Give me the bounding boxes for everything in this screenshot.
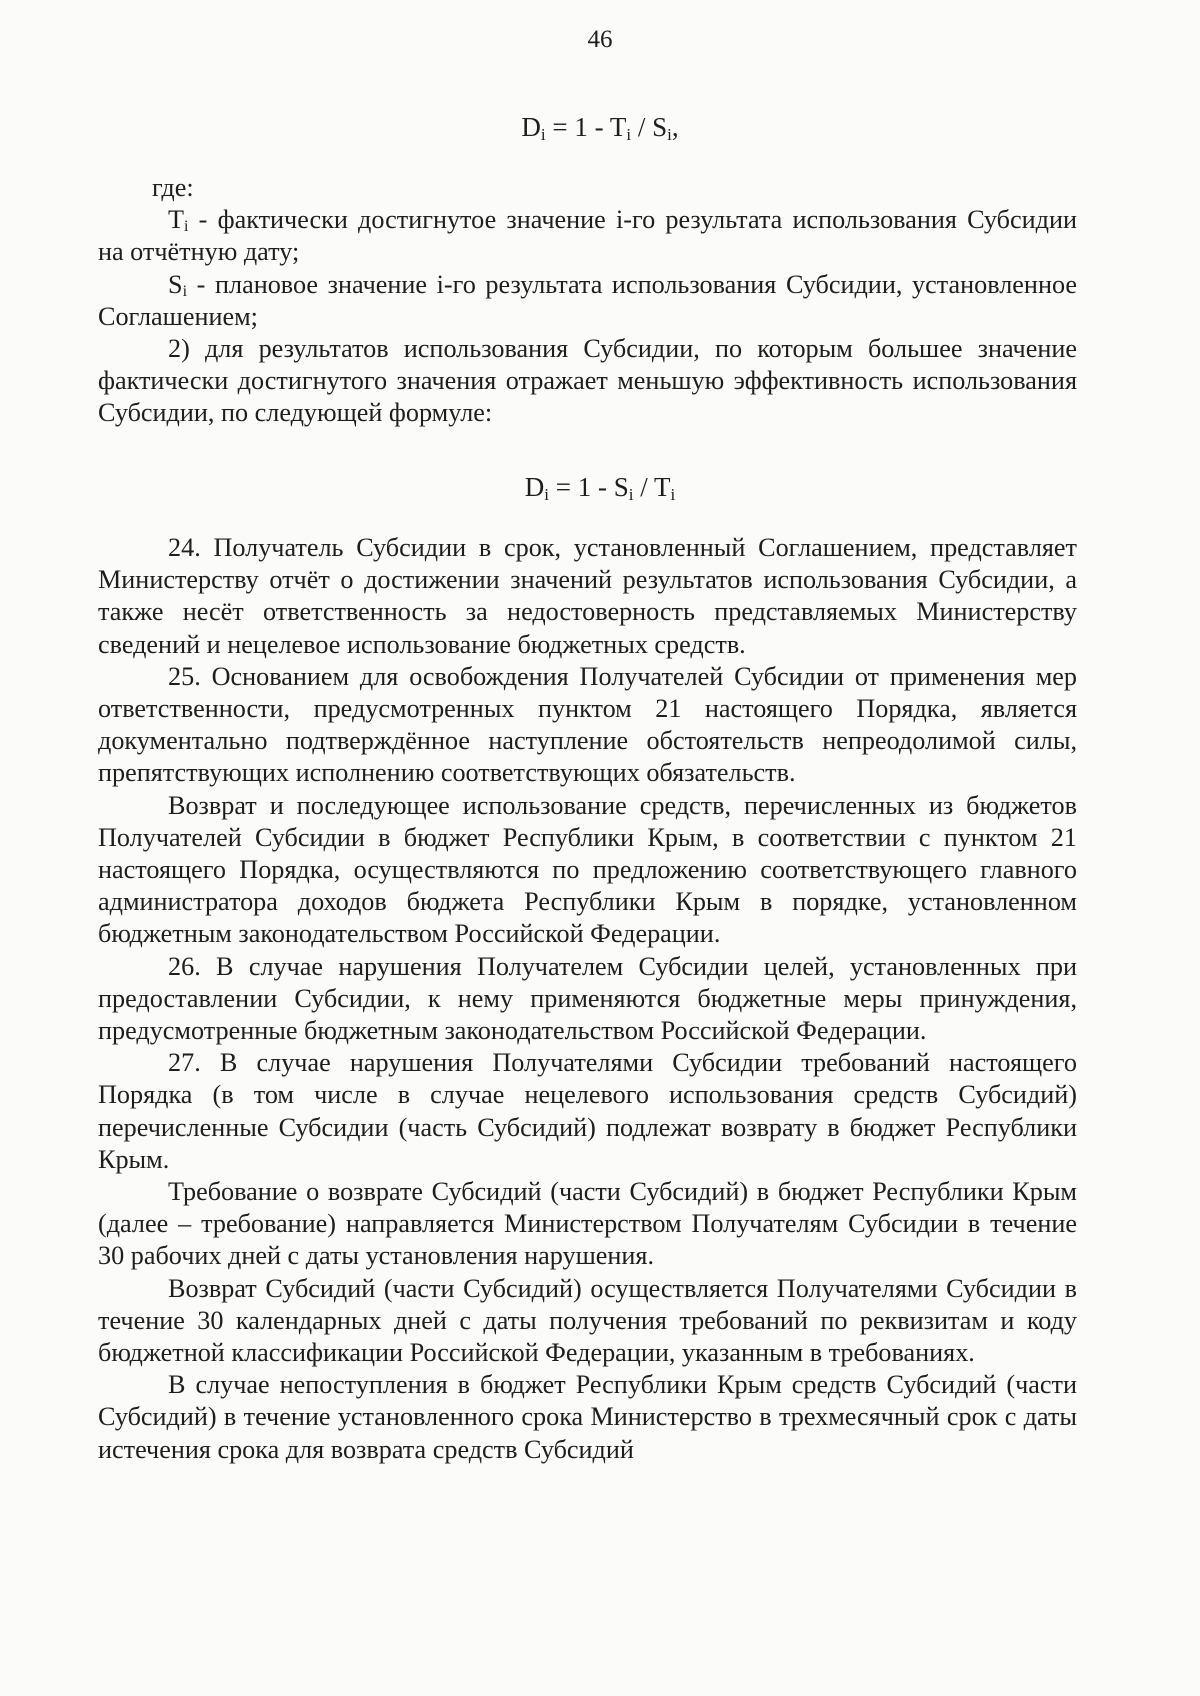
paragraph-26: 26. В случае нарушения Получателем Субсидии целей, установленных при предоставлении Субсидии, к нему применяются бюджетные меры принуждения, предусмотренные бюджетным законодательством Российской Федерации. — [98, 951, 1077, 1046]
definition-subscript: i — [184, 218, 189, 236]
formula-lhs-subscript: i — [544, 485, 549, 504]
formula-d-i-first — [0, 110, 1200, 144]
definition-subscript: i — [182, 282, 188, 300]
formula-divisor: / T — [633, 472, 671, 502]
formula-tail: , — [671, 112, 679, 142]
definition-symbol: S — [168, 269, 183, 299]
paragraph-24: 24. Получатель Субсидии в срок, установленный Соглашением, представляет Министерству отчёт о достижении значений результатов использования Субсидии, а также несёт ответственность за недостоверность представляемых Министерству сведений и нецелевое использование бюджетных средств. — [98, 533, 1077, 659]
formula-middle: = 1 - S — [549, 472, 629, 502]
definition-t-i — [98, 204, 1077, 268]
paragraph-27: 27. В случае нарушения Получателями Субсидии требований настоящего Порядка (в том числе в случае нецелевого использования средств Субсидий) перечисленные Субсидии (часть Субсидий) подлежат возврату в бюджет Республики Крым. — [98, 1048, 1077, 1174]
definition-text: - фактически достигнутое значение i-го результата использования Субсидии на отчётную дату; — [98, 205, 1077, 267]
formula-lhs: D — [524, 472, 545, 502]
formula-d-i-second — [0, 470, 1200, 504]
formula-divisor-subscript: i — [670, 485, 676, 504]
definition-text: - плановое значение i-го результата использования Субсидии, установленное Соглашением; — [98, 269, 1077, 331]
paragraph-25-refund: Возврат и последующее использование средств, перечисленных из бюджетов Получателей Субсидии в бюджет Республики Крым, в соответствии с пунктом 21 настоящего Порядка, осуществляются по предложению соответствующего главного администратора доходов бюджета Республики Крым в порядке, установленном бюджетным законодательством Российской Федерации. — [98, 790, 1077, 949]
paragraph-formula-2-intro: 2) для результатов использования Субсидии, по которым большее значение фактически достигнутого значения отражает меньшую эффективность использования Субсидии, по следующей формуле: — [98, 334, 1077, 428]
formula-middle-subscript: i — [626, 125, 632, 144]
main-text-block — [98, 532, 1077, 1466]
definition-symbol: T — [168, 205, 184, 235]
paragraph-27-nonreceipt: В случае непоступления в бюджет Республики Крым средств Субсидий (части Субсидий) в течение установленного срока Министерство в трехмесячный срок с даты истечения срока для возврата средств Субсидий — [98, 1370, 1077, 1464]
page-number: 46 — [587, 26, 613, 53]
paragraph-27-return: Возврат Субсидий (части Субсидий) осуществляется Получателями Субсидии в течение 30 календарных дней с даты получения требований по реквизитам и коду бюджетной классификации Российской Федерации, указанным в требованиях. — [98, 1273, 1077, 1368]
where-label: где: — [152, 173, 194, 202]
formula-middle: = 1 - T — [545, 112, 627, 142]
formula-lhs-subscript: i — [540, 125, 546, 144]
formula-divisor-subscript: i — [667, 125, 672, 144]
formula-divisor: / S — [631, 112, 668, 142]
paragraph-25: 25. Основанием для освобождения Получателей Субсидии от применения мер ответственности, предусмотренных пунктом 21 настоящего Порядка, является документально подтверждённое наступление обстоятельств непреодолимой силы, препятствующих исполнению соответствующих обязательств. — [98, 661, 1077, 788]
formula-lhs: D — [521, 112, 541, 142]
paragraph-27-demand: Требование о возврате Субсидий (части Субсидий) в бюджет Республики Крым (далее – требование) направляется Министерством Получателям Субсидии в течение 30 рабочих дней с даты установления нарушения. — [98, 1177, 1077, 1271]
formula-middle-subscript: i — [628, 485, 634, 504]
formula-definitions-block — [98, 172, 1077, 430]
definition-s-i — [98, 269, 1077, 333]
